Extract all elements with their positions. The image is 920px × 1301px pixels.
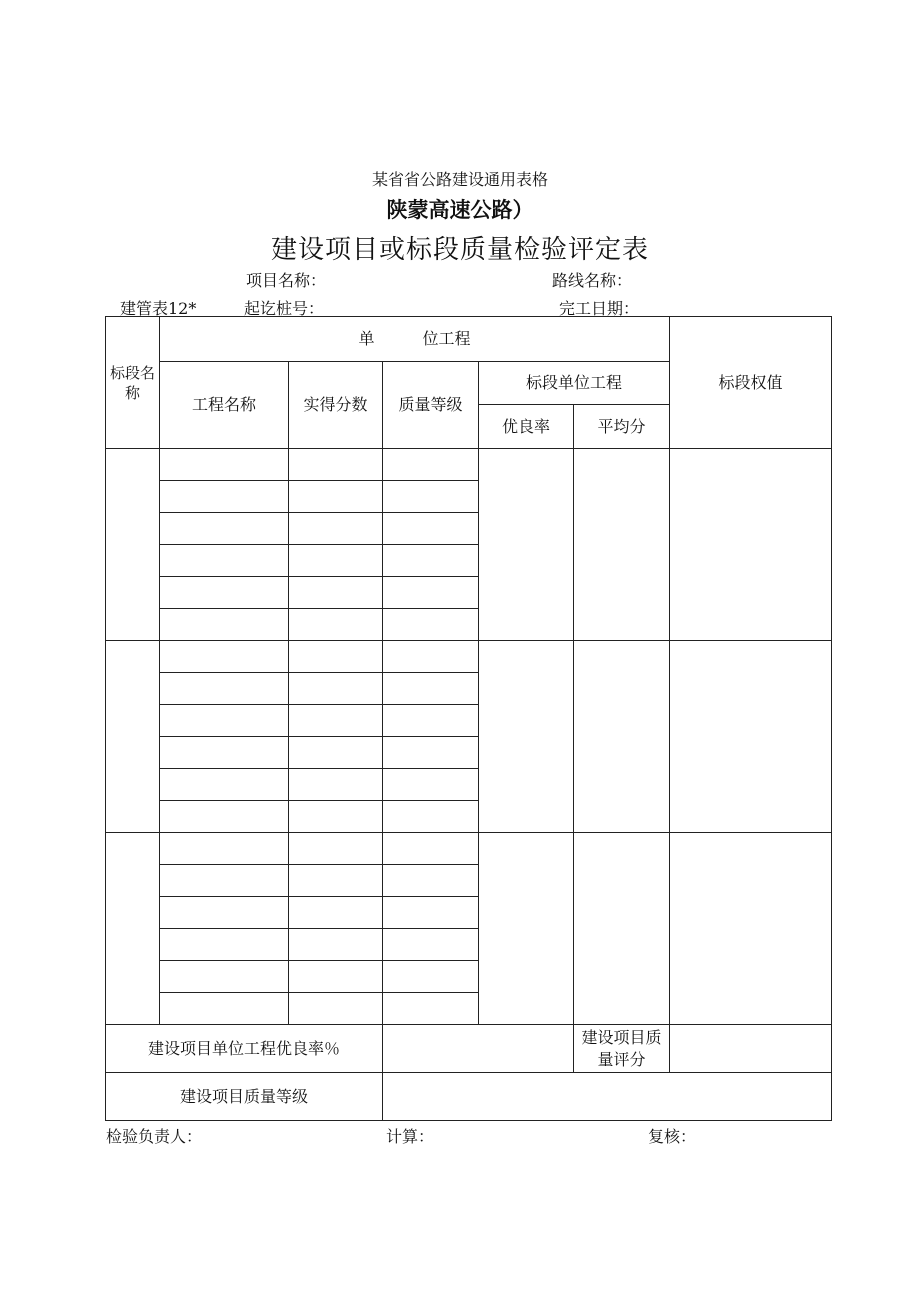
actual-score-cell [289, 961, 383, 993]
quality-grade-cell [383, 833, 479, 865]
project-name-cell [160, 737, 289, 769]
page-title: 建设项目或标段质量检验评定表 [270, 235, 649, 265]
station-range-label: 起讫桩号： [244, 299, 325, 318]
average-score-cell [574, 449, 670, 641]
project-name-cell [160, 929, 289, 961]
evaluation-table [105, 316, 832, 1121]
actual-score-cell [289, 929, 383, 961]
quality-grade-header: 质量等级 [383, 362, 479, 449]
completion-date-label: 完工日期： [559, 299, 640, 318]
project-name-cell [160, 449, 289, 481]
unit-project-header-part1: 单 [358, 329, 375, 348]
section-weight-header: 标段权值 [670, 317, 832, 449]
project-name-cell [160, 705, 289, 737]
project-name-cell [160, 897, 289, 929]
section-weight-cell [670, 833, 832, 1025]
project-name-cell [160, 609, 289, 641]
section-name-cell [106, 449, 160, 641]
actual-score-cell [289, 801, 383, 833]
excellent-rate-cell [479, 833, 574, 1025]
quality-grade-cell [383, 449, 479, 481]
quality-grade-cell [383, 705, 479, 737]
project-name-cell [160, 993, 289, 1025]
section-rows [106, 449, 832, 1025]
actual-score-cell [289, 513, 383, 545]
actual-score-cell [289, 833, 383, 865]
excellent-rate-cell [479, 641, 574, 833]
actual-score-cell [289, 481, 383, 513]
actual-score-cell [289, 641, 383, 673]
actual-score-cell [289, 865, 383, 897]
section-weight-cell [670, 641, 832, 833]
quality-grade-cell [383, 641, 479, 673]
excellent-rate-cell [479, 449, 574, 641]
section-name-header [106, 317, 160, 449]
average-score-cell [574, 641, 670, 833]
section-name-header-text: 标段名称 [109, 363, 155, 402]
project-name-cell [160, 833, 289, 865]
project-name-cell [160, 769, 289, 801]
route-name-label: 路线名称： [552, 271, 633, 290]
quality-grade-value [383, 1073, 832, 1121]
project-name-cell [160, 961, 289, 993]
calculator-label: 计算： [386, 1127, 435, 1146]
project-name-cell [160, 481, 289, 513]
project-title: 陕蒙高速公路） [386, 198, 534, 222]
quality-score-label-text: 建设项目质量评分 [581, 1027, 662, 1069]
quality-grade-cell [383, 929, 479, 961]
project-name-cell [160, 513, 289, 545]
average-score-cell [574, 833, 670, 1025]
quality-grade-label: 建设项目质量等级 [106, 1073, 383, 1121]
quality-grade-cell [383, 577, 479, 609]
quality-grade-cell [383, 545, 479, 577]
section-weight-cell [670, 449, 832, 641]
section-name-cell [106, 641, 160, 833]
actual-score-cell [289, 577, 383, 609]
inspector-label: 检验负责人： [106, 1127, 203, 1146]
actual-score-cell [289, 769, 383, 801]
table-row [106, 449, 832, 481]
table-header [106, 317, 832, 449]
quality-grade-cell [383, 481, 479, 513]
excellent-rate-header: 优良率 [479, 405, 574, 449]
quality-grade-cell [383, 609, 479, 641]
average-score-header: 平均分 [574, 405, 670, 449]
table-summary [106, 1025, 832, 1121]
quality-grade-cell [383, 673, 479, 705]
quality-grade-cell [383, 513, 479, 545]
unit-excellent-rate-value [383, 1025, 574, 1073]
actual-score-cell [289, 449, 383, 481]
quality-grade-cell [383, 961, 479, 993]
unit-project-header [160, 317, 670, 362]
unit-excellent-rate-label: 建设项目单位工程优良率％ [106, 1025, 383, 1073]
project-name-cell [160, 673, 289, 705]
project-name-cell [160, 801, 289, 833]
quality-grade-cell [383, 769, 479, 801]
reviewer-label: 复核： [648, 1127, 697, 1146]
project-name-cell [160, 641, 289, 673]
project-name-cell [160, 865, 289, 897]
actual-score-cell [289, 737, 383, 769]
quality-grade-cell [383, 865, 479, 897]
actual-score-cell [289, 609, 383, 641]
table-row [106, 833, 832, 865]
project-name-cell [160, 545, 289, 577]
actual-score-cell [289, 545, 383, 577]
quality-grade-cell [383, 801, 479, 833]
quality-grade-cell [383, 737, 479, 769]
project-name-cell [160, 577, 289, 609]
quality-score-value [670, 1025, 832, 1073]
table-row [106, 641, 832, 673]
project-name-header: 工程名称 [160, 362, 289, 449]
unit-project-header-part2: 位工程 [422, 329, 471, 348]
section-unit-project-header: 标段单位工程 [479, 362, 670, 405]
actual-score-header: 实得分数 [289, 362, 383, 449]
form-code: 建管表12* [120, 299, 197, 318]
actual-score-cell [289, 993, 383, 1025]
actual-score-cell [289, 673, 383, 705]
quality-score-label [574, 1025, 670, 1073]
quality-grade-cell [383, 897, 479, 929]
project-name-label: 项目名称： [246, 271, 327, 290]
section-name-cell [106, 833, 160, 1025]
quality-grade-cell [383, 993, 479, 1025]
actual-score-cell [289, 897, 383, 929]
form-subtitle: 某省省公路建设通用表格 [371, 170, 548, 189]
actual-score-cell [289, 705, 383, 737]
